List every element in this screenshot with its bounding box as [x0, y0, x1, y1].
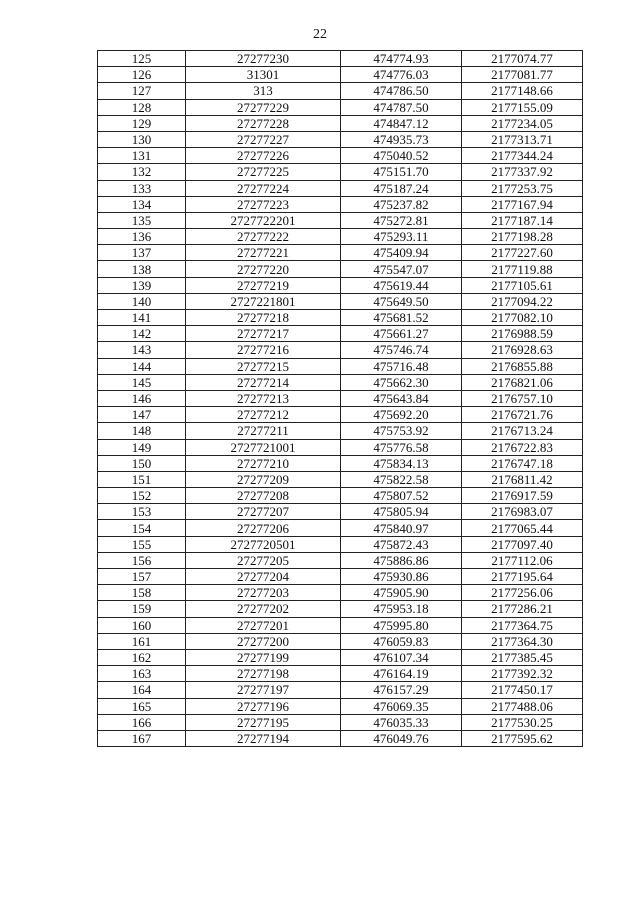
y-coordinate-cell: 2177256.06: [462, 585, 583, 601]
y-coordinate-cell: 2177074.77: [462, 51, 583, 67]
point-number-cell: 134: [98, 196, 186, 212]
point-id-cell: 31301: [186, 67, 341, 83]
point-id-cell: 27277211: [186, 423, 341, 439]
point-id-cell: 2727221801: [186, 293, 341, 309]
point-id-cell: 27277196: [186, 698, 341, 714]
point-id-cell: 27277205: [186, 552, 341, 568]
point-id-cell: 27277207: [186, 504, 341, 520]
point-id-cell: 27277194: [186, 730, 341, 746]
point-id-cell: 27277197: [186, 682, 341, 698]
point-id-cell: 27277202: [186, 601, 341, 617]
point-id-cell: 27277226: [186, 148, 341, 164]
point-id-cell: 27277209: [186, 471, 341, 487]
point-id-cell: 2727722201: [186, 212, 341, 228]
point-number-cell: 128: [98, 99, 186, 115]
x-coordinate-cell: 474935.73: [341, 131, 462, 147]
x-coordinate-cell: 474787.50: [341, 99, 462, 115]
table-row: [98, 698, 583, 714]
point-number-cell: 162: [98, 649, 186, 665]
point-id-cell: 27277203: [186, 585, 341, 601]
y-coordinate-cell: 2177148.66: [462, 83, 583, 99]
table-row: [98, 310, 583, 326]
point-id-cell: 27277201: [186, 617, 341, 633]
point-number-cell: 125: [98, 51, 186, 67]
point-number-cell: 160: [98, 617, 186, 633]
y-coordinate-cell: 2177530.25: [462, 714, 583, 730]
point-number-cell: 137: [98, 245, 186, 261]
point-id-cell: 27277208: [186, 488, 341, 504]
point-id-cell: 27277224: [186, 180, 341, 196]
y-coordinate-cell: 2177198.28: [462, 229, 583, 245]
table-row: [98, 585, 583, 601]
point-number-cell: 149: [98, 439, 186, 455]
point-id-cell: 27277217: [186, 326, 341, 342]
y-coordinate-cell: 2177234.05: [462, 115, 583, 131]
point-number-cell: 141: [98, 310, 186, 326]
y-coordinate-cell: 2177313.71: [462, 131, 583, 147]
point-number-cell: 127: [98, 83, 186, 99]
y-coordinate-cell: 2177081.77: [462, 67, 583, 83]
x-coordinate-cell: 475746.74: [341, 342, 462, 358]
table-row: [98, 326, 583, 342]
table-row: [98, 245, 583, 261]
table-row: [98, 67, 583, 83]
y-coordinate-cell: 2177286.21: [462, 601, 583, 617]
point-number-cell: 153: [98, 504, 186, 520]
table-body: [98, 51, 583, 747]
point-id-cell: 27277220: [186, 261, 341, 277]
point-number-cell: 142: [98, 326, 186, 342]
point-number-cell: 146: [98, 390, 186, 406]
point-number-cell: 145: [98, 374, 186, 390]
x-coordinate-cell: 476059.83: [341, 633, 462, 649]
x-coordinate-cell: 475662.30: [341, 374, 462, 390]
y-coordinate-cell: 2177385.45: [462, 649, 583, 665]
y-coordinate-cell: 2176722.83: [462, 439, 583, 455]
y-coordinate-cell: 2177450.17: [462, 682, 583, 698]
x-coordinate-cell: 475805.94: [341, 504, 462, 520]
point-number-cell: 147: [98, 407, 186, 423]
x-coordinate-cell: 475661.27: [341, 326, 462, 342]
y-coordinate-cell: 2177097.40: [462, 536, 583, 552]
x-coordinate-cell: 475995.80: [341, 617, 462, 633]
table-row: [98, 358, 583, 374]
x-coordinate-cell: 475643.84: [341, 390, 462, 406]
point-id-cell: 27277223: [186, 196, 341, 212]
y-coordinate-cell: 2177119.88: [462, 261, 583, 277]
y-coordinate-cell: 2177337.92: [462, 164, 583, 180]
x-coordinate-cell: 475547.07: [341, 261, 462, 277]
y-coordinate-cell: 2177065.44: [462, 520, 583, 536]
point-number-cell: 159: [98, 601, 186, 617]
y-coordinate-cell: 2176917.59: [462, 488, 583, 504]
table-row: [98, 164, 583, 180]
table-row: [98, 682, 583, 698]
table-row: [98, 131, 583, 147]
point-id-cell: 27277230: [186, 51, 341, 67]
point-number-cell: 154: [98, 520, 186, 536]
point-number-cell: 136: [98, 229, 186, 245]
point-id-cell: 27277221: [186, 245, 341, 261]
point-id-cell: 27277206: [186, 520, 341, 536]
point-id-cell: 27277225: [186, 164, 341, 180]
x-coordinate-cell: 475930.86: [341, 569, 462, 585]
table-row: [98, 536, 583, 552]
point-number-cell: 157: [98, 569, 186, 585]
x-coordinate-cell: 474774.93: [341, 51, 462, 67]
table-row: [98, 714, 583, 730]
y-coordinate-cell: 2177253.75: [462, 180, 583, 196]
x-coordinate-cell: 474847.12: [341, 115, 462, 131]
y-coordinate-cell: 2176747.18: [462, 455, 583, 471]
y-coordinate-cell: 2177227.60: [462, 245, 583, 261]
x-coordinate-cell: 475040.52: [341, 148, 462, 164]
table-row: [98, 342, 583, 358]
x-coordinate-cell: 475237.82: [341, 196, 462, 212]
table-row: [98, 83, 583, 99]
point-id-cell: 27277198: [186, 666, 341, 682]
point-number-cell: 139: [98, 277, 186, 293]
y-coordinate-cell: 2177392.32: [462, 666, 583, 682]
x-coordinate-cell: 475776.58: [341, 439, 462, 455]
point-id-cell: 27277218: [186, 310, 341, 326]
table-row: [98, 520, 583, 536]
x-coordinate-cell: 475953.18: [341, 601, 462, 617]
table-row: [98, 666, 583, 682]
x-coordinate-cell: 476035.33: [341, 714, 462, 730]
point-number-cell: 140: [98, 293, 186, 309]
point-number-cell: 138: [98, 261, 186, 277]
table-row: [98, 633, 583, 649]
x-coordinate-cell: 475822.58: [341, 471, 462, 487]
point-id-cell: 27277204: [186, 569, 341, 585]
x-coordinate-cell: 476157.29: [341, 682, 462, 698]
point-id-cell: 2727721001: [186, 439, 341, 455]
y-coordinate-cell: 2177105.61: [462, 277, 583, 293]
point-number-cell: 150: [98, 455, 186, 471]
point-number-cell: 152: [98, 488, 186, 504]
point-number-cell: 166: [98, 714, 186, 730]
x-coordinate-cell: 475834.13: [341, 455, 462, 471]
table-row: [98, 439, 583, 455]
y-coordinate-cell: 2176821.06: [462, 374, 583, 390]
table-row: [98, 617, 583, 633]
point-number-cell: 167: [98, 730, 186, 746]
table-row: [98, 423, 583, 439]
y-coordinate-cell: 2176983.07: [462, 504, 583, 520]
table-row: [98, 51, 583, 67]
x-coordinate-cell: 476107.34: [341, 649, 462, 665]
y-coordinate-cell: 2177082.10: [462, 310, 583, 326]
table-row: [98, 180, 583, 196]
point-number-cell: 133: [98, 180, 186, 196]
table-row: [98, 504, 583, 520]
point-id-cell: 27277222: [186, 229, 341, 245]
coordinates-table: [97, 50, 583, 747]
point-id-cell: 27277228: [186, 115, 341, 131]
x-coordinate-cell: 475151.70: [341, 164, 462, 180]
point-number-cell: 132: [98, 164, 186, 180]
x-coordinate-cell: 475692.20: [341, 407, 462, 423]
y-coordinate-cell: 2177364.30: [462, 633, 583, 649]
x-coordinate-cell: 475840.97: [341, 520, 462, 536]
x-coordinate-cell: 474786.50: [341, 83, 462, 99]
point-number-cell: 161: [98, 633, 186, 649]
point-number-cell: 165: [98, 698, 186, 714]
point-id-cell: 27277219: [186, 277, 341, 293]
x-coordinate-cell: 475753.92: [341, 423, 462, 439]
point-number-cell: 158: [98, 585, 186, 601]
y-coordinate-cell: 2176757.10: [462, 390, 583, 406]
table-row: [98, 471, 583, 487]
table-row: [98, 569, 583, 585]
table-row: [98, 601, 583, 617]
point-id-cell: 313: [186, 83, 341, 99]
point-number-cell: 151: [98, 471, 186, 487]
y-coordinate-cell: 2176721.76: [462, 407, 583, 423]
point-number-cell: 156: [98, 552, 186, 568]
y-coordinate-cell: 2177094.22: [462, 293, 583, 309]
table-row: [98, 455, 583, 471]
y-coordinate-cell: 2177364.75: [462, 617, 583, 633]
y-coordinate-cell: 2177488.06: [462, 698, 583, 714]
y-coordinate-cell: 2177112.06: [462, 552, 583, 568]
point-number-cell: 143: [98, 342, 186, 358]
x-coordinate-cell: 475807.52: [341, 488, 462, 504]
x-coordinate-cell: 474776.03: [341, 67, 462, 83]
y-coordinate-cell: 2177195.64: [462, 569, 583, 585]
point-id-cell: 27277200: [186, 633, 341, 649]
y-coordinate-cell: 2176855.88: [462, 358, 583, 374]
point-number-cell: 135: [98, 212, 186, 228]
table-row: [98, 374, 583, 390]
point-number-cell: 164: [98, 682, 186, 698]
y-coordinate-cell: 2176988.59: [462, 326, 583, 342]
point-id-cell: 27277210: [186, 455, 341, 471]
table-row: [98, 649, 583, 665]
x-coordinate-cell: 475272.81: [341, 212, 462, 228]
x-coordinate-cell: 475619.44: [341, 277, 462, 293]
table-row: [98, 229, 583, 245]
point-number-cell: 163: [98, 666, 186, 682]
point-id-cell: 27277199: [186, 649, 341, 665]
table-row: [98, 261, 583, 277]
point-number-cell: 126: [98, 67, 186, 83]
point-id-cell: 27277215: [186, 358, 341, 374]
table-row: [98, 730, 583, 746]
table-row: [98, 552, 583, 568]
table-row: [98, 212, 583, 228]
x-coordinate-cell: 475187.24: [341, 180, 462, 196]
point-number-cell: 129: [98, 115, 186, 131]
table-row: [98, 148, 583, 164]
point-number-cell: 131: [98, 148, 186, 164]
table-row: [98, 196, 583, 212]
table-row: [98, 277, 583, 293]
point-id-cell: 27277227: [186, 131, 341, 147]
point-id-cell: 2727720501: [186, 536, 341, 552]
point-number-cell: 148: [98, 423, 186, 439]
table-row: [98, 390, 583, 406]
x-coordinate-cell: 475409.94: [341, 245, 462, 261]
y-coordinate-cell: 2176811.42: [462, 471, 583, 487]
table-row: [98, 115, 583, 131]
point-id-cell: 27277213: [186, 390, 341, 406]
x-coordinate-cell: 475716.48: [341, 358, 462, 374]
y-coordinate-cell: 2177595.62: [462, 730, 583, 746]
point-number-cell: 155: [98, 536, 186, 552]
point-id-cell: 27277212: [186, 407, 341, 423]
x-coordinate-cell: 475886.86: [341, 552, 462, 568]
x-coordinate-cell: 475872.43: [341, 536, 462, 552]
point-id-cell: 27277216: [186, 342, 341, 358]
x-coordinate-cell: 475905.90: [341, 585, 462, 601]
table-row: [98, 293, 583, 309]
y-coordinate-cell: 2177187.14: [462, 212, 583, 228]
x-coordinate-cell: 476069.35: [341, 698, 462, 714]
y-coordinate-cell: 2177167.94: [462, 196, 583, 212]
table-row: [98, 407, 583, 423]
x-coordinate-cell: 475649.50: [341, 293, 462, 309]
x-coordinate-cell: 475681.52: [341, 310, 462, 326]
table-row: [98, 488, 583, 504]
point-number-cell: 130: [98, 131, 186, 147]
point-id-cell: 27277214: [186, 374, 341, 390]
point-number-cell: 144: [98, 358, 186, 374]
y-coordinate-cell: 2176713.24: [462, 423, 583, 439]
x-coordinate-cell: 476049.76: [341, 730, 462, 746]
x-coordinate-cell: 476164.19: [341, 666, 462, 682]
page-number: 22: [313, 27, 327, 42]
point-id-cell: 27277229: [186, 99, 341, 115]
y-coordinate-cell: 2177344.24: [462, 148, 583, 164]
y-coordinate-cell: 2177155.09: [462, 99, 583, 115]
x-coordinate-cell: 475293.11: [341, 229, 462, 245]
y-coordinate-cell: 2176928.63: [462, 342, 583, 358]
table-row: [98, 99, 583, 115]
point-id-cell: 27277195: [186, 714, 341, 730]
